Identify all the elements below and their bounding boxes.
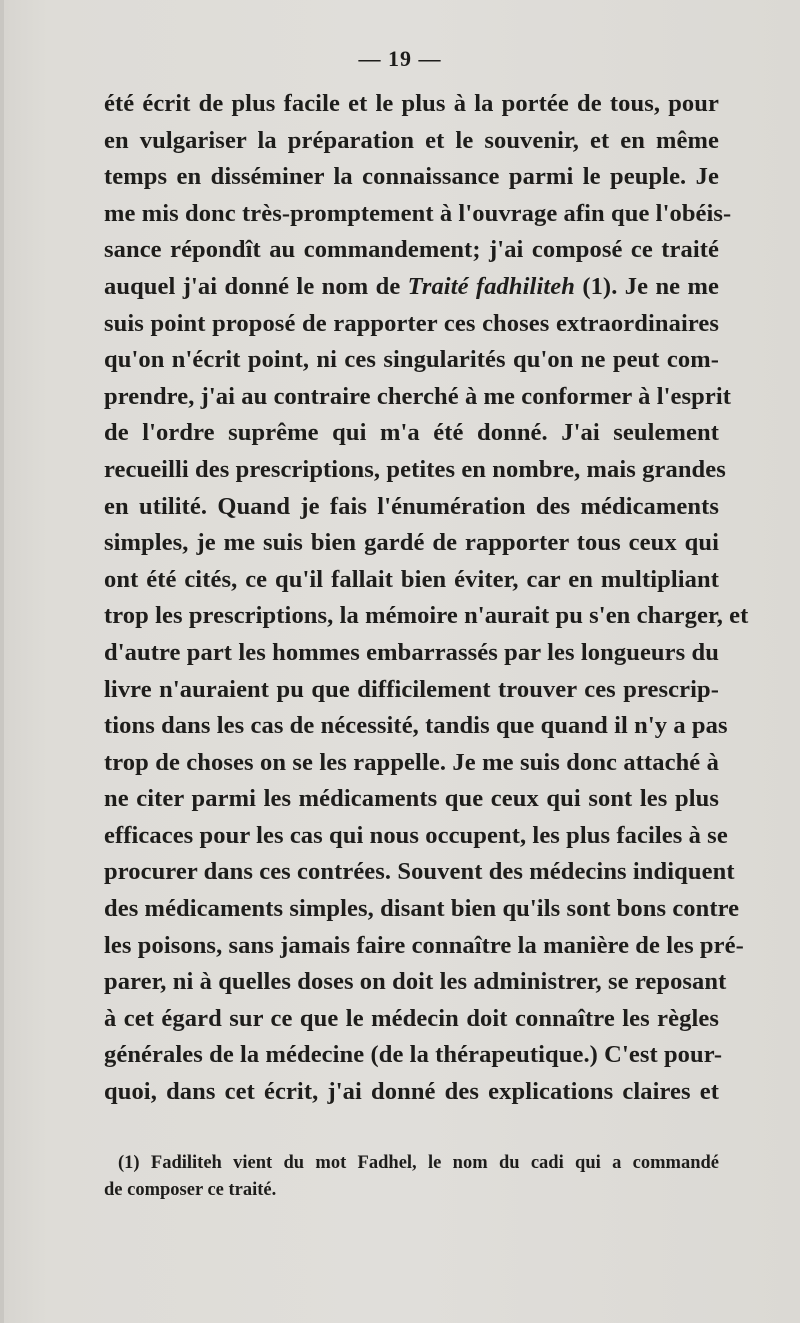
treatise-title: Traité fadhiliteh <box>407 272 575 300</box>
text-line-with-title <box>104 269 719 306</box>
text-line: livre n'auraient pu que difficilement trouver ces prescrip- <box>104 675 719 703</box>
footnote <box>104 1150 719 1204</box>
text-line: tions dans les cas de nécessité, tandis que quand il n'y a pas <box>104 712 728 740</box>
page-edge <box>0 0 4 1323</box>
text-line: parer, ni à quelles doses on doit les administrer, se reposant <box>104 968 727 996</box>
text-line: temps en disséminer la connaissance parmi le peuple. Je <box>104 163 719 191</box>
text-line: quoi, dans cet écrit, j'ai donné des explications claires et <box>104 1078 719 1106</box>
text-line: ont été cités, ce qu'il fallait bien éviter, car en multipliant <box>104 565 719 593</box>
footnote-line: (1) Fadiliteh vient du mot Fadhel, le nom du cadi qui a commandé <box>118 1153 719 1173</box>
body-text <box>104 86 749 1111</box>
footnote-line: de composer ce traité. <box>104 1180 277 1200</box>
text-line: été écrit de plus facile et le plus à la portée de tous, pour <box>104 90 719 117</box>
page-number: — 19 — <box>358 46 442 71</box>
text-line: me mis donc très-promptement à l'ouvrage afin que l'obéis- <box>104 199 732 227</box>
text-line: à cet égard sur ce que le médecin doit connaître les règles <box>104 1004 719 1032</box>
text-line: ne citer parmi les médicaments que ceux qui sont les plus <box>104 785 719 813</box>
text-line: prendre, j'ai au contraire cherché à me conformer à l'esprit <box>104 382 731 410</box>
text-line: en vulgariser la préparation et le souvenir, et en même <box>104 126 719 154</box>
text-line: suis point proposé de rapporter ces choses extraordinaires <box>104 309 719 337</box>
text-line: d'autre part les hommes embarrassés par les longueurs du <box>104 638 719 666</box>
text-line: trop les prescriptions, la mémoire n'aurait pu s'en charger, et <box>104 602 749 630</box>
text-line: procurer dans ces contrées. Souvent des médecins indiquent <box>104 858 735 886</box>
text-line: de l'ordre suprême qui m'a été donné. J'ai seulement <box>104 419 719 447</box>
text-line-end: (1). Je ne me <box>574 272 720 300</box>
text-line-start: auquel j'ai donné le nom de <box>104 272 401 300</box>
text-line: recueilli des prescriptions, petites en nombre, mais grandes <box>104 455 726 483</box>
text-line: des médicaments simples, disant bien qu'ils sont bons contre <box>104 895 740 923</box>
text-line: simples, je me suis bien gardé de rapporter tous ceux qui <box>104 529 719 557</box>
text-line: les poisons, sans jamais faire connaître la manière de les pré- <box>104 931 744 959</box>
text-line: générales de la médecine (de la thérapeutique.) C'est pour- <box>104 1041 723 1069</box>
text-line: sance répondît au commandement; j'ai composé ce traité <box>104 236 719 264</box>
text-line: efficaces pour les cas qui nous occupent, les plus faciles à se <box>104 821 728 849</box>
text-line: qu'on n'écrit point, ni ces singularités qu'on ne peut com- <box>104 346 719 374</box>
text-line: en utilité. Quand je fais l'énumération des médicaments <box>104 492 719 520</box>
text-line: trop de choses on se les rappelle. Je me suis donc attaché à <box>104 748 719 776</box>
